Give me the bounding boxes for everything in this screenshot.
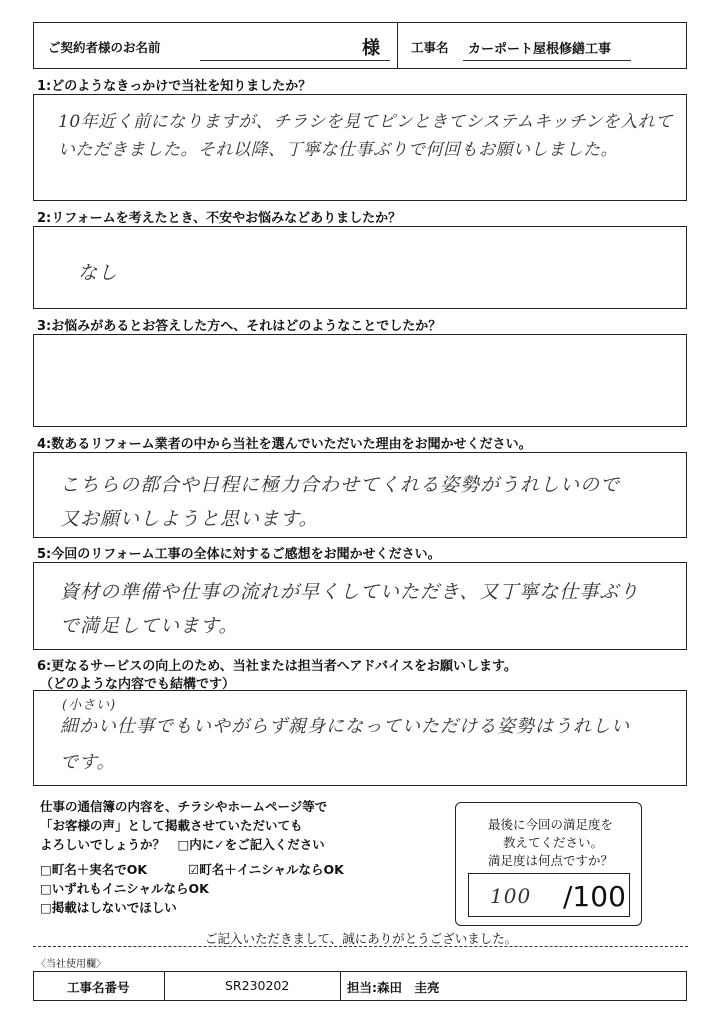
work-number-label: 工事名番号 [67, 980, 130, 995]
score-max: /100 [563, 880, 626, 913]
satisfaction-prompt-3: 満足度は何点ですか？ [488, 853, 614, 868]
satisfaction-prompt-1: 最後に今回の満足度を [488, 817, 614, 832]
answer-4-line-1: こちらの都合や日程に極力合わせてくれる姿勢がうれしいので [60, 474, 621, 496]
office-use-label: 〈当社使用欄〉 [36, 959, 106, 970]
office-divider-2 [340, 971, 341, 1001]
consent-line-1: 仕事の通信簿の内容を、チラシやホームページ等で [40, 799, 328, 814]
consent-option-2[interactable]: ☑町名＋イニシャルならOK [188, 862, 344, 877]
thanks-message: ご記入いただきまして、誠にありがとうございました。 [205, 931, 518, 946]
consent-option-1[interactable]: □町名＋実名でOK [40, 862, 148, 877]
answer-2-line-1: なし [78, 262, 119, 284]
satisfaction-prompt-2: 教えてください。 [503, 835, 604, 850]
work-name-underline [463, 60, 631, 61]
question-3: 3:お悩みがあるとお答えした方へ、それはどのようなことでしたか？ [37, 319, 442, 334]
dashed-divider [33, 946, 688, 947]
consent-line-3: よろしいでしょうか？ □内に✓をご記入ください [40, 837, 325, 852]
answer-5-line-1: 資材の準備や仕事の流れが早くしていただき、又丁寧な仕事ぶり [60, 581, 640, 603]
sama-label: 様 [362, 38, 380, 59]
customer-name-field[interactable] [200, 60, 390, 61]
answer-6-note: (小さい) [62, 698, 117, 713]
question-6-sublabel: （どのような内容でも結構です） [40, 677, 236, 692]
answer-box-6[interactable] [33, 690, 687, 786]
answer-6-line-1: 細かい仕事でもいやがらず親身になっていただける姿勢はうれしい [60, 716, 630, 737]
question-1: 1:どのようなきっかけで当社を知りましたか？ [37, 79, 312, 94]
answer-5-line-2: で満足しています。 [60, 615, 239, 637]
question-5: 5:今回のリフォーム工事の全体に対するご感想をお聞かせください。 [37, 547, 441, 562]
work-name-value: カーポート屋根修繕工事 [468, 42, 612, 57]
question-6: 6:更なるサービスの向上のため、当社または担当者へアドバイスをお願いします。 [37, 659, 517, 674]
work-name-label: 工事名 [411, 40, 449, 55]
consent-option-4[interactable]: □掲載はしないでほしい [40, 900, 177, 915]
office-divider-1 [164, 971, 165, 1001]
answer-box-2[interactable] [33, 226, 687, 309]
answer-6-line-2: です。 [60, 752, 116, 773]
answer-1-line-1: 10年近く前になりますが、チラシを見てピンときてシステムキッチンを入れて [58, 112, 673, 132]
staff-name: 担当:森田 圭亮 [347, 980, 440, 995]
consent-line-2: 「お客様の声」として掲載させていただいても [40, 818, 303, 833]
customer-name-label: ご契約者様のお名前 [48, 40, 161, 55]
answer-box-3[interactable] [33, 334, 687, 427]
consent-option-3[interactable]: □いずれもイニシャルならOK [40, 881, 209, 896]
work-number-value: SR230202 [225, 978, 290, 993]
question-2: 2:リフォームを考えたとき、不安やお悩みなどありましたか？ [37, 211, 402, 226]
score-value: 100 [490, 884, 532, 908]
question-4: 4:数あるリフォーム業者の中から当社を選んでいただいた理由をお聞かせください。 [37, 437, 532, 452]
answer-1-line-2: いただきました。それ以降、丁寧な仕事ぶりで何回もお願いしました。 [58, 140, 618, 160]
header-divider [397, 22, 398, 69]
answer-4-line-2: 又お願いしようと思います。 [60, 508, 319, 530]
